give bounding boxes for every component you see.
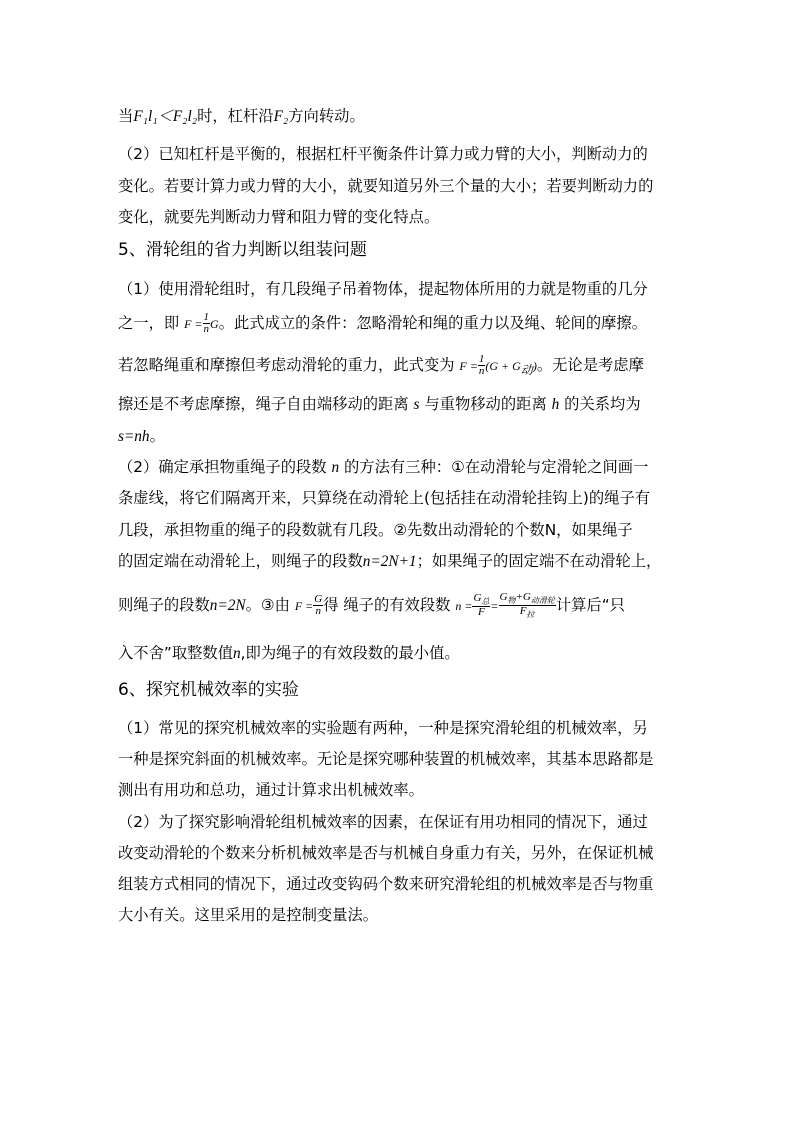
numerator: 1 xyxy=(203,311,210,323)
text-line xyxy=(118,592,625,619)
variable: n xyxy=(233,645,241,662)
variable: n xyxy=(331,459,340,476)
denominator: F xyxy=(478,606,485,619)
text: 。③由 xyxy=(245,596,290,615)
text-line xyxy=(118,354,644,380)
text: 的固定端在动滑轮上，则绳子的段数 xyxy=(118,552,363,570)
formula: n=2N xyxy=(209,597,246,615)
text-line: 大小有关。这里采用的是控制变量法。 xyxy=(118,906,379,924)
text: 计算后“只 xyxy=(555,596,625,615)
formula: F₂ xyxy=(273,108,289,125)
text-line xyxy=(118,394,641,415)
text-line: 改变动滑轮的个数来分析机械效率是否与机械自身重力有关，另外，在保证机械 xyxy=(118,844,654,862)
section-heading: 6、探究机械效率的实验 xyxy=(118,680,299,700)
text: 方向转动。 xyxy=(288,107,365,125)
subscript: 动 xyxy=(520,363,533,378)
denominator: n xyxy=(203,323,210,335)
text: ,即为绳子的有效段数的最小值。 xyxy=(240,644,460,662)
text-line xyxy=(118,643,460,664)
formula: = xyxy=(490,599,499,614)
text: ；如果绳子的固定端不在动滑轮上， xyxy=(416,552,662,570)
subscript: 拉 xyxy=(526,610,535,620)
text: （2）确定承担物重绳子的段数 xyxy=(118,458,327,476)
formula: F₁l₁＜F₂l₂ xyxy=(133,108,198,125)
text: 得 绳子的有效段数 xyxy=(323,596,451,615)
denominator: F xyxy=(519,605,527,618)
text: 。无论是考虑摩 xyxy=(536,356,644,374)
formula: (G + G xyxy=(485,359,521,373)
text: 之一，即 xyxy=(118,314,180,332)
text-line: 变化，就要先判断动力臂和阻力臂的变化特点。 xyxy=(118,208,440,226)
section-heading: 5、滑轮组的省力判断以组装问题 xyxy=(118,240,367,260)
formula: n = xyxy=(455,599,473,614)
text-line: 测出有用功和总功，通过计算求出机械效率。 xyxy=(118,781,424,799)
formula: F = xyxy=(294,599,314,614)
text-line: （1）常见的探究机械效率的实验题有两种，一种是探究滑轮组的机械效率，另 xyxy=(118,719,648,737)
text: 时，杠杆沿 xyxy=(197,107,274,125)
subscript: 总 xyxy=(481,597,490,607)
text-line: 变化。若要计算力或力臂的大小，就要知道另外三个量的大小；若要判断动力的 xyxy=(118,177,654,195)
text-line: （2）为了探究影响滑轮组机械效率的因素，在保证有用功相同的情况下，通过 xyxy=(118,813,648,831)
text: 入不舍”取整数值 xyxy=(118,644,234,662)
text-line xyxy=(118,312,647,335)
fraction xyxy=(499,592,556,619)
text: 若忽略绳重和摩擦但考虑动滑轮的重力，此式变为 xyxy=(118,356,455,374)
formula: s=nh xyxy=(118,428,150,445)
text-line: 几段，承担物重的绳子的段数就有几段。②先数出动滑轮的个数N，如果绳子 xyxy=(118,521,633,539)
numerator: G xyxy=(314,593,323,606)
formula: F = xyxy=(184,317,203,331)
variable: h xyxy=(551,396,560,413)
text: 。此式成立的条件：忽略滑轮和绳的重力以及绳、轮间的摩擦。 xyxy=(218,314,648,332)
text: 擦还是不考虑摩擦，绳子自由端移动的距离 xyxy=(118,395,409,413)
text-line xyxy=(118,426,165,447)
text-line: （2）已知杠杆是平衡的，根据杠杆平衡条件计算力或力臂的大小，判断动力的 xyxy=(118,145,648,163)
subscript: 动滑轮 xyxy=(530,596,555,606)
text: 的关系均为 xyxy=(564,395,641,413)
text-line: 组装方式相同的情况下，通过改变钩码个数来研究滑轮组的机械效率是否与物重 xyxy=(118,875,654,893)
formula: n=2N+1 xyxy=(362,553,417,570)
text: 的方法有三种：①在动滑轮与定滑轮之间画一 xyxy=(344,458,649,476)
formula: G xyxy=(210,317,219,331)
text-line: 一种是探究斜面的机械效率。无论是探究哪种装置的机械效率，其基本思路都是 xyxy=(118,750,654,768)
numerator: +G xyxy=(515,591,531,603)
text: 则绳子的段数 xyxy=(118,596,210,615)
numerator: G xyxy=(499,591,508,603)
denominator: n xyxy=(315,605,321,618)
text-line xyxy=(118,106,365,127)
formula: ) xyxy=(532,359,537,373)
text-line xyxy=(118,551,661,572)
formula: F = xyxy=(459,359,478,373)
text: 。 xyxy=(149,427,165,445)
fraction xyxy=(313,594,323,617)
numerator: 1 xyxy=(478,353,485,365)
fraction xyxy=(472,593,490,618)
text: 与重物移动的距离 xyxy=(424,395,547,413)
text-line: 条虚线，将它们隔离开来，只算绕在动滑轮上(包括挂在动滑轮挂钩上)的绳子有 xyxy=(118,489,651,507)
variable: s xyxy=(413,396,420,413)
fraction xyxy=(203,312,211,335)
text-line xyxy=(118,457,648,478)
text-line: （1）使用滑轮组时，有几段绳子吊着物体，提起物体所用的力就是物重的几分 xyxy=(118,280,648,298)
denominator: n xyxy=(478,365,485,377)
subscript: 物 xyxy=(507,596,516,606)
numerator: G xyxy=(473,592,482,605)
text: 当 xyxy=(118,107,134,125)
